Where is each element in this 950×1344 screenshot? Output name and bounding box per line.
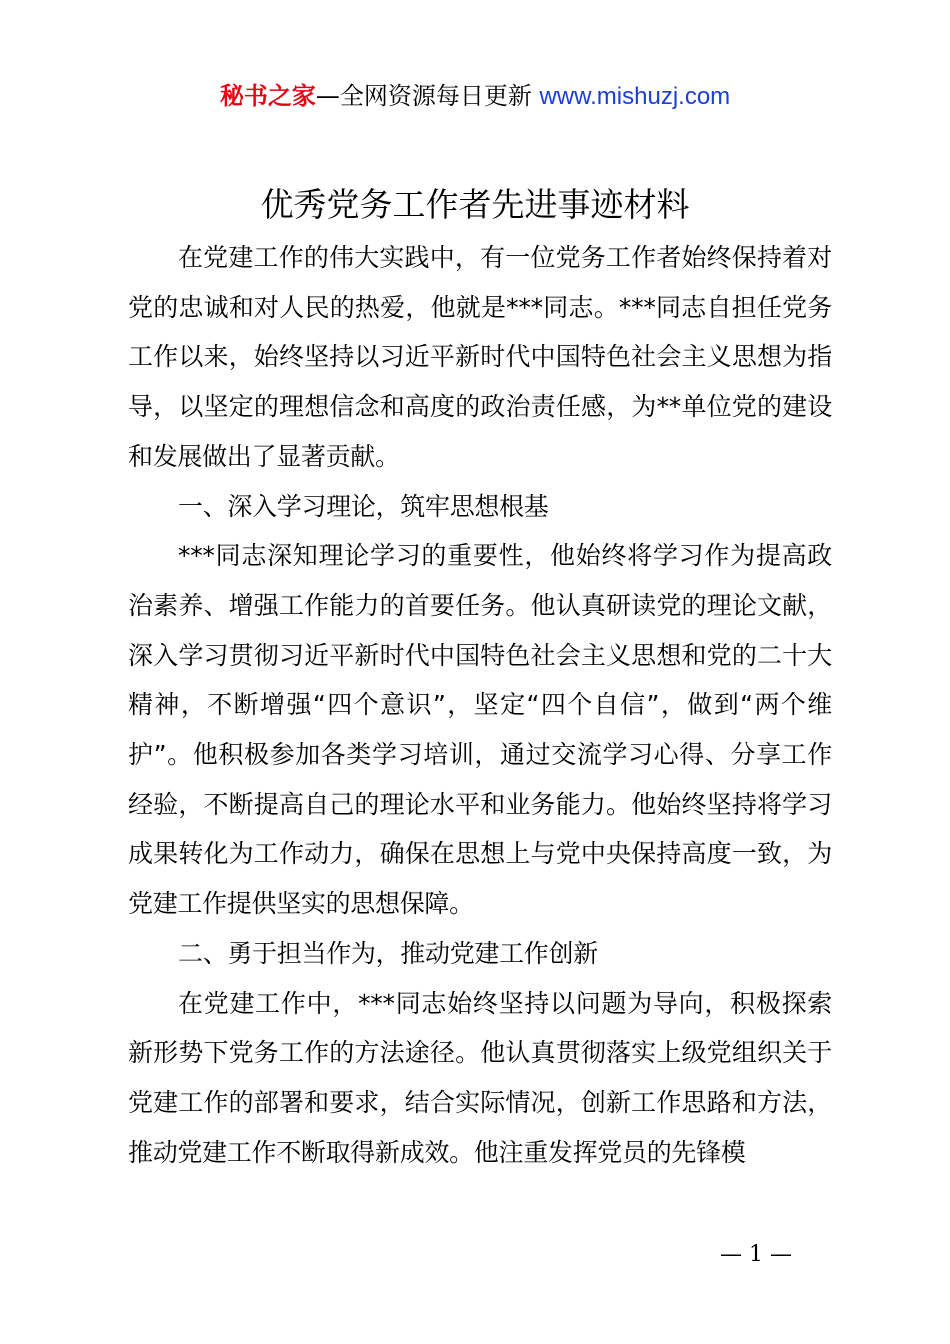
paragraph-section-2: 在党建工作中，***同志始终坚持以问题为导向，积极探索新形势下党务工作的方法途径。他认真贯彻落实上级党组织关于党建工作的部署和要求，结合实际情况，创新工作思路和方法，推动党建工作不断取得新成效。他注重发挥党员的先锋模 [128, 988, 832, 1167]
document-body [128, 233, 832, 1177]
section-heading-1: 一、深入学习理论，筑牢思想根基 [178, 491, 549, 521]
site-url[interactable]: www.mishuzj.com [539, 83, 731, 110]
page-number: — 1 — [720, 1242, 792, 1267]
site-slogan: —全网资源每日更新 [315, 82, 540, 110]
paragraph-intro: 在党建工作的伟大实践中，有一位党务工作者始终保持着对党的忠诚和对人民的热爱，他就是***同志。***同志自担任党务工作以来，始终坚持以习近平新时代中国特色社会主义思想为指导，以坚定的理想信念和高度的政治责任感，为**单位党的建设和发展做出了显著贡献。 [128, 243, 832, 471]
document-title: 优秀党务工作者先进事迹材料 [260, 185, 690, 224]
site-header [0, 78, 950, 115]
paragraph-section-1: ***同志深知理论学习的重要性，他始终将学习作为提高政治素养、增强工作能力的首要任务。他认真研读党的理论文献，深入学习贯彻习近平新时代中国特色社会主义思想和党的二十大精神，不断增强“四个意识”，坚定“四个自信”，做到“两个维护”。他积极参加各类学习培训，通过交流学习心得、分享工作经验，不断提高自己的理论水平和业务能力。他始终坚持将学习成果转化为工作动力，确保在思想上与党中央保持高度一致，为党建工作提供坚实的思想保障。 [128, 541, 832, 919]
site-brand: 秘书之家 [219, 82, 316, 110]
section-heading-2: 二、勇于担当作为，推动党建工作创新 [178, 938, 598, 968]
